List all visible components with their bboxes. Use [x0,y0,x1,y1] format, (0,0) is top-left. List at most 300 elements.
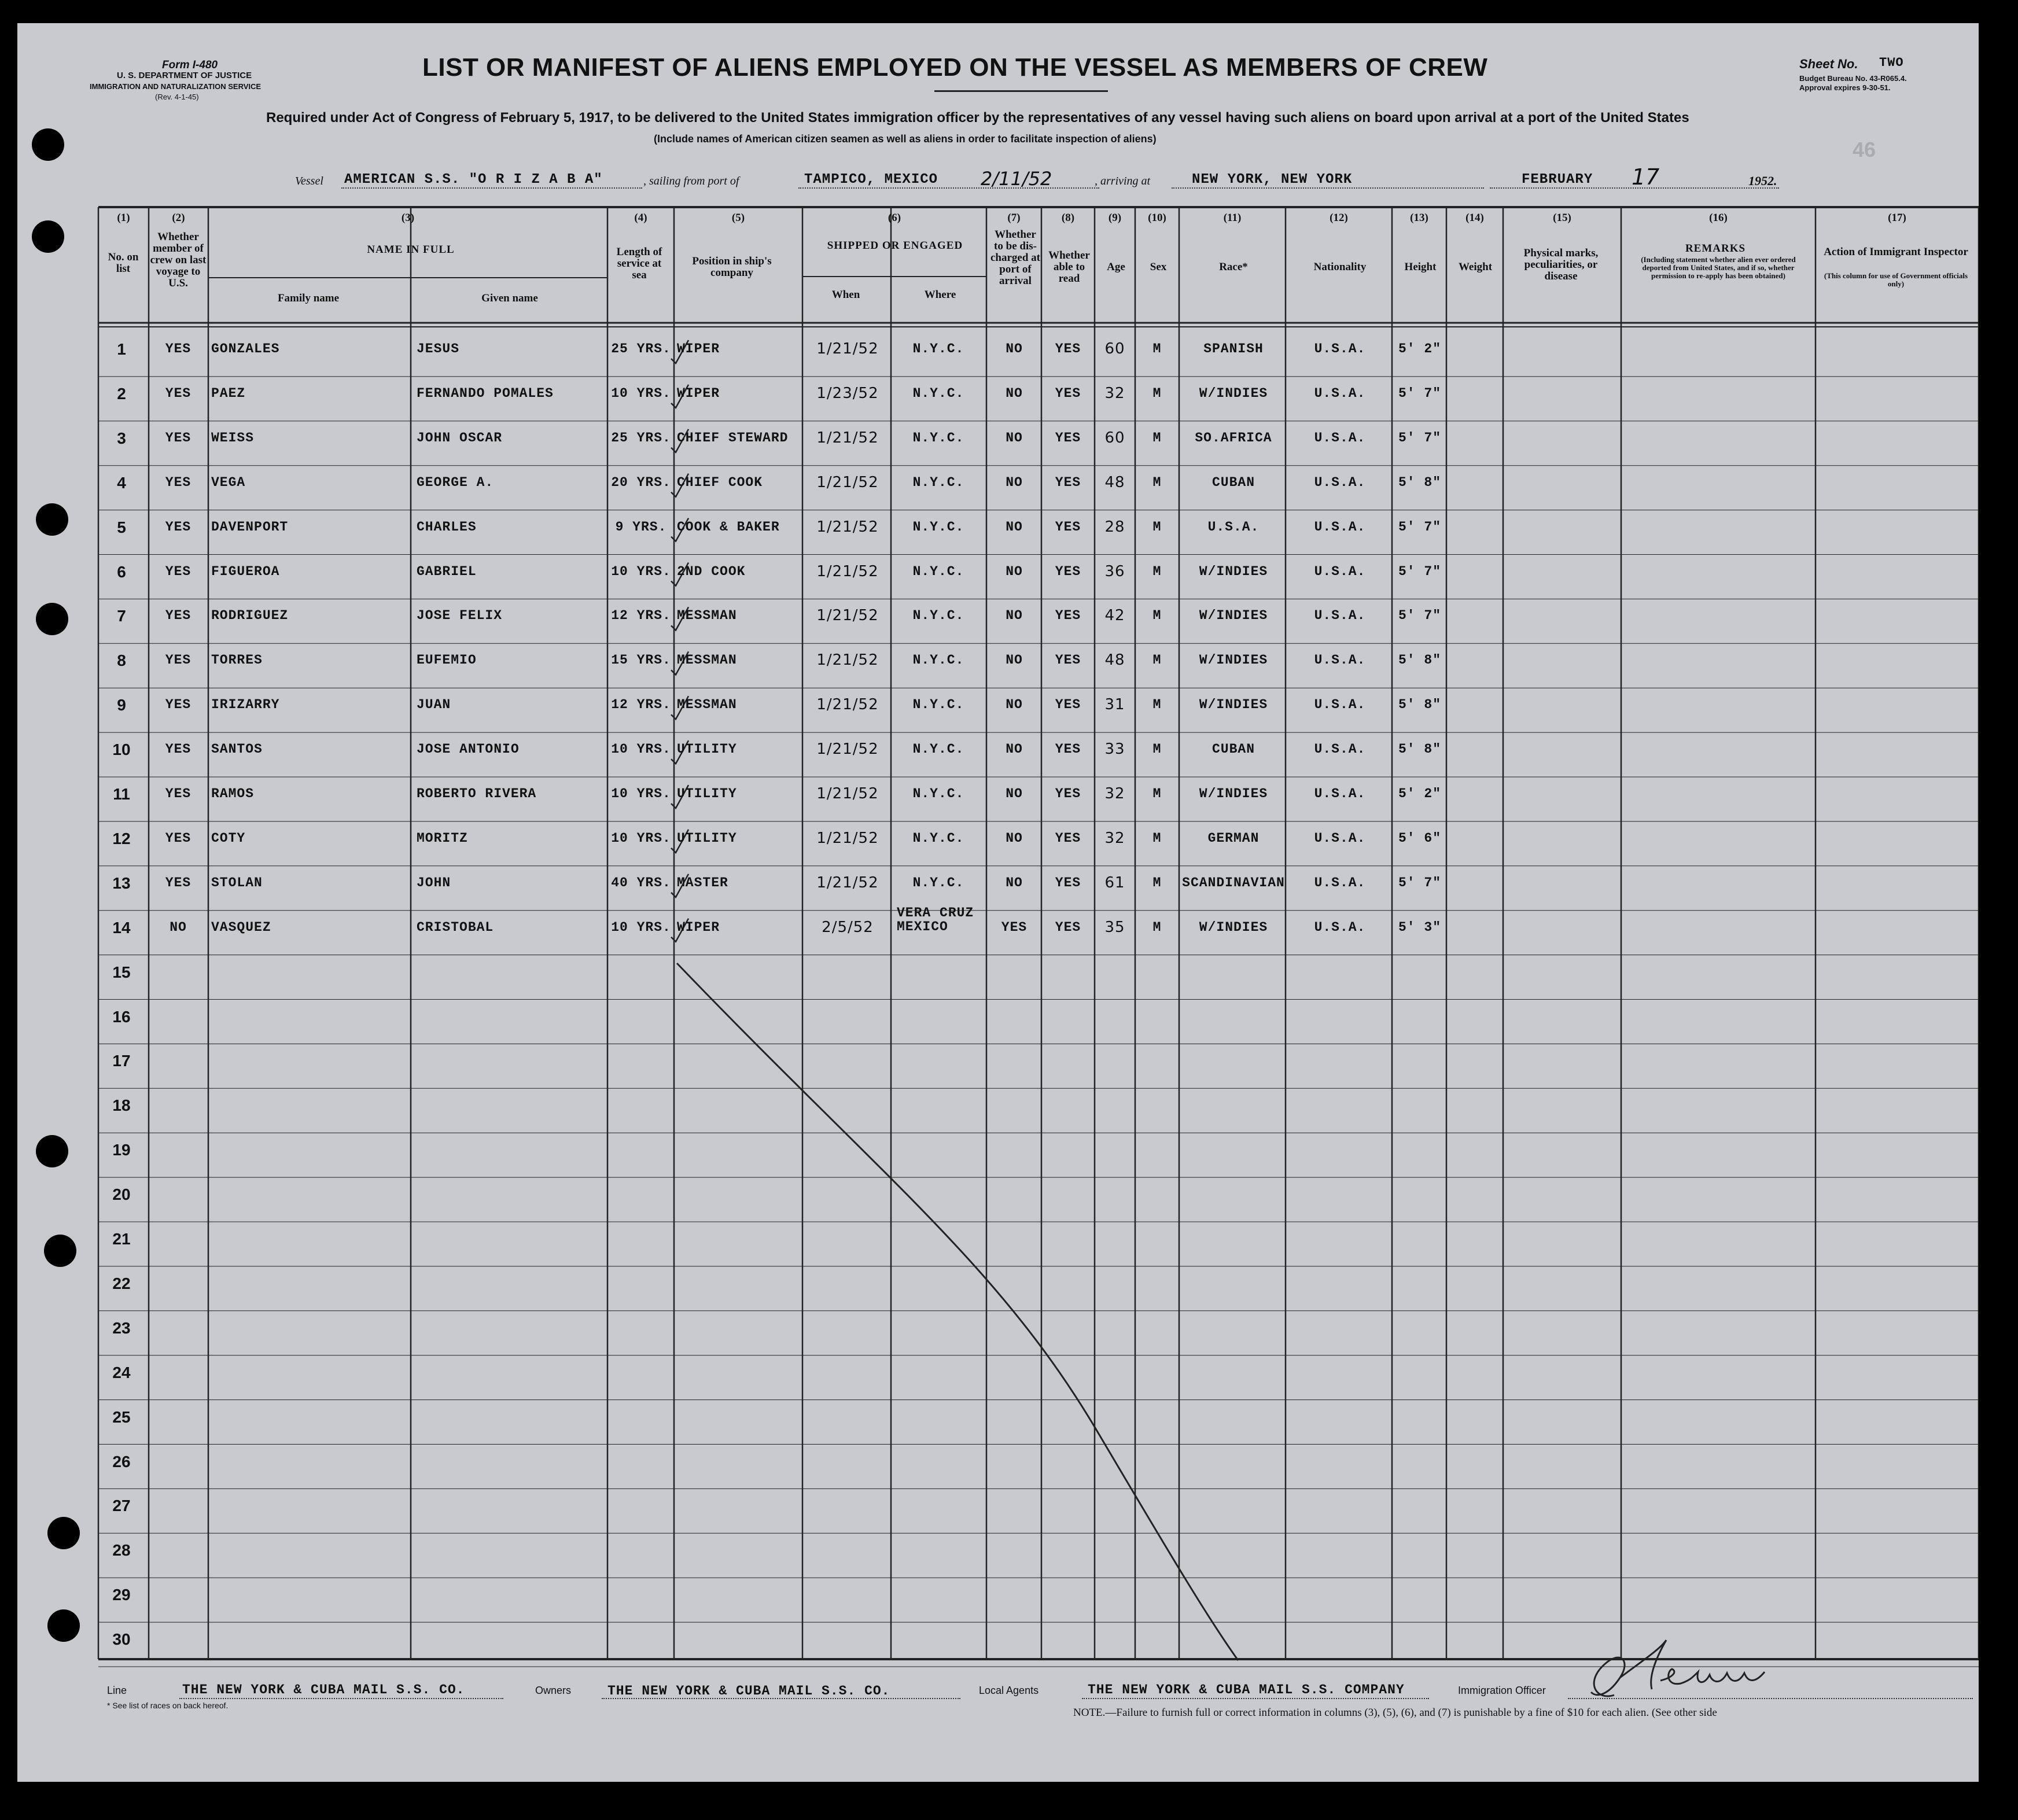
cell-last-voyage: YES [165,697,192,713]
row-number: 28 [112,1541,131,1560]
cell-sex: M [1152,653,1162,668]
cell-sex: M [1152,919,1162,935]
cell-family-name: PAEZ [211,385,246,401]
column-number: (15) [1553,212,1571,224]
cell-shipped-when: 1/23/52 [816,384,879,402]
cell-able-read: YES [1055,742,1081,757]
cell-given-name: EUFEMIO [417,653,477,668]
cell-able-read: YES [1055,430,1081,445]
cell-length-service: 12 YRS. [611,697,671,713]
cell-last-voyage: YES [165,830,192,846]
column-number: (12) [1330,212,1348,224]
cell-shipped-where: N.Y.C. [912,830,964,846]
cell-sex: M [1152,608,1162,624]
cell-age: 60 [1104,429,1125,447]
service: IMMIGRATION AND NATURALIZATION SERVICE [90,82,262,91]
row-number: 12 [112,829,131,848]
cell-last-voyage: YES [165,608,192,624]
cell-age: 31 [1104,696,1125,714]
cell-shipped-where: N.Y.C. [912,875,964,890]
cell-height: 5' 8" [1398,742,1441,757]
cell-able-read: YES [1055,919,1081,935]
cell-position: WIPER [677,341,720,356]
row-number: 9 [117,696,126,714]
cell-length-service: 12 YRS. [611,608,671,624]
cell-race: GERMAN [1207,830,1260,846]
row-number: 16 [112,1007,131,1026]
cell-able-read: YES [1055,519,1081,535]
cell-discharged: NO [1006,385,1023,401]
cell-family-name: RAMOS [211,786,255,801]
row-number: 24 [112,1363,131,1381]
cell-given-name: JOHN [417,875,451,890]
cell-age: 35 [1104,918,1125,936]
cell-height: 5' 2" [1398,786,1441,801]
cell-given-name: MORITZ [417,830,468,846]
row-number: 11 [113,785,130,803]
cell-sex: M [1152,742,1162,757]
cell-age: 33 [1104,740,1125,758]
cell-shipped-where: N.Y.C. [912,563,964,579]
cell-sex: M [1152,786,1162,801]
cell-shipped-where: N.Y.C. [912,341,964,356]
agents-label: Local Agents [979,1685,1039,1696]
cell-family-name: TORRES [211,653,263,668]
header-height: Height [1404,261,1437,273]
punch-hole [36,1135,68,1167]
cell-given-name: JOSE FELIX [417,608,503,624]
row-number: 23 [112,1318,131,1337]
cell-shipped-when: 1/21/52 [816,473,879,491]
punch-hole [32,128,64,161]
cell-position: MASTER [677,875,728,890]
cell-position: MESSMAN [677,653,737,668]
arrival-day: 17 [1632,164,1660,190]
cell-length-service: 10 YRS. [611,919,671,935]
cell-able-read: YES [1055,608,1081,624]
cell-position: MESSMAN [677,608,737,624]
cell-race: W/INDIES [1199,563,1268,579]
cell-last-voyage: YES [165,430,192,445]
cell-shipped-when: 1/21/52 [816,562,879,580]
column-number: (4) [634,212,647,224]
cell-nationality: U.S.A. [1314,742,1366,757]
row-number: 10 [112,740,131,759]
column-number: (1) [117,212,130,224]
cell-length-service: 15 YRS. [611,653,671,668]
cell-height: 5' 7" [1398,563,1441,579]
cell-height: 5' 7" [1398,430,1441,445]
corner-mark: 46 [1853,138,1876,161]
column-number: (3) [401,212,415,224]
cell-race: SO.AFRICA [1195,430,1272,445]
column-number: (14) [1465,212,1484,224]
cell-last-voyage: YES [165,653,192,668]
cell-family-name: COTY [211,830,246,846]
header-no-on-list: No. on list [108,251,139,275]
cell-race: SPANISH [1203,341,1264,356]
cell-shipped-when: 2/5/52 [822,918,874,936]
cell-last-voyage: YES [165,474,192,490]
cell-race: U.S.A. [1207,519,1260,535]
agents-value: THE NEW YORK & CUBA MAIL S.S. COMPANY [1088,1682,1405,1697]
cell-length-service: 10 YRS. [611,830,671,846]
cell-age: 36 [1104,562,1125,580]
officer-signature [1579,1637,1770,1712]
row-number: 1 [117,340,126,358]
row-number: 25 [112,1408,131,1426]
include-note: (Include names of American citizen seamen as well as aliens in order to facilitate inspection of aliens) [654,133,1157,145]
header-age: Age [1107,261,1125,273]
cell-last-voyage: YES [165,341,192,356]
column-number: (10) [1148,212,1166,224]
cell-discharged: NO [1006,430,1023,445]
header-discharged: Whether to be dis-charged at port of arrival [990,229,1040,287]
cell-able-read: YES [1055,830,1081,846]
cell-family-name: RODRIGUEZ [211,608,289,624]
cell-age: 61 [1104,874,1125,891]
punch-hole [32,220,64,253]
cell-shipped-when: 1/21/52 [816,696,879,714]
line-underline [179,1698,503,1699]
cell-race: CUBAN [1211,474,1255,490]
header-sex: Sex [1150,261,1167,273]
cell-length-service: 40 YRS. [611,875,671,890]
cell-discharged: NO [1006,653,1023,668]
department: U. S. DEPARTMENT OF JUSTICE [117,71,252,80]
cell-nationality: U.S.A. [1314,919,1366,935]
header-action-note: (This column for use of Government officials only) [1824,271,1968,288]
cell-last-voyage: YES [165,563,192,579]
cell-shipped-where: N.Y.C. [912,430,964,445]
header-position: Position in ship's company [692,255,772,279]
owners-label: Owners [535,1685,572,1696]
agents-underline [1082,1698,1429,1699]
sailing-date: 2/11/52 [981,168,1052,190]
row-number: 26 [112,1452,131,1471]
cell-height: 5' 2" [1398,341,1441,356]
cell-able-read: YES [1055,341,1081,356]
cell-age: 32 [1104,384,1125,402]
column-number: (5) [731,212,745,224]
cell-sex: M [1152,830,1162,846]
header-remarks-note: (Including statement whether alien ever ordered deported from United States, and if so, whether permission to re-apply has been obtained) [1641,255,1796,280]
cell-sex: M [1152,563,1162,579]
cell-position: UTILITY [677,786,737,801]
cell-shipped-where: N.Y.C. [912,519,964,535]
punch-hole [47,1517,80,1549]
cell-shipped-when: 1/21/52 [816,651,879,669]
cell-age: 32 [1104,829,1125,847]
cell-given-name: FERNANDO POMALES [417,385,554,401]
cell-last-voyage: YES [165,875,192,890]
cell-nationality: U.S.A. [1314,653,1366,668]
arrival-month: FEBRUARY [1522,172,1593,187]
cell-nationality: U.S.A. [1314,830,1366,846]
cell-position: WIPER [677,919,720,935]
cell-shipped-where: N.Y.C. [912,697,964,713]
line-value: THE NEW YORK & CUBA MAIL S.S. CO. [182,1682,465,1697]
cell-nationality: U.S.A. [1314,875,1366,890]
row-number: 18 [112,1096,131,1115]
sailing-label: , sailing from port of [643,175,739,187]
cell-age: 28 [1104,518,1125,536]
cell-sex: M [1152,341,1162,356]
punch-hole [47,1609,80,1642]
arrival-year: 1952. [1748,174,1777,188]
header-race: Race* [1219,261,1248,273]
cell-height: 5' 6" [1398,830,1441,846]
cell-age: 48 [1104,473,1125,491]
cell-sex: M [1152,430,1162,445]
cell-shipped-where: N.Y.C. [912,786,964,801]
cell-discharged: NO [1006,786,1023,801]
header-physical: Physical marks, peculiarities, or disease [1523,247,1599,282]
cell-last-voyage: YES [165,786,192,801]
cell-shipped-when: 1/21/52 [816,429,879,447]
penalty-note: NOTE.—Failure to furnish full or correct information in columns (3), (5), (6), and (7) is punishable by a fine of $10 for each alien. (See other side [1073,1707,1717,1719]
revision: (Rev. 4-1-45) [155,93,199,101]
cell-given-name: CHARLES [417,519,477,535]
cell-nationality: U.S.A. [1314,519,1366,535]
cell-given-name: JOHN OSCAR [417,430,503,445]
cell-family-name: FIGUEROA [211,563,280,579]
cell-given-name: ROBERTO RIVERA [417,786,537,801]
cell-race: SCANDINAVIAN [1182,875,1285,890]
budget-number: Budget Bureau No. 43-R065.4. [1799,74,1907,83]
sailing-port: TAMPICO, MEXICO [804,172,938,187]
cell-sex: M [1152,474,1162,490]
cell-race: W/INDIES [1199,697,1268,713]
cell-given-name: GABRIEL [417,563,477,579]
row-number: 3 [117,429,126,447]
cell-height: 5' 3" [1398,919,1441,935]
cell-discharged: NO [1006,608,1023,624]
row-number: 29 [112,1586,131,1604]
cell-family-name: IRIZARRY [211,697,280,713]
cell-given-name: JOSE ANTONIO [417,742,520,757]
cell-sex: M [1152,875,1162,890]
cell-race: W/INDIES [1199,919,1268,935]
sheet-label: Sheet No. [1799,57,1858,71]
cell-height: 5' 7" [1398,385,1441,401]
row-number: 17 [112,1052,131,1070]
cell-shipped-when: 1/21/52 [816,785,879,802]
cell-shipped-when: 1/21/52 [816,340,879,358]
cell-able-read: YES [1055,786,1081,801]
cell-nationality: U.S.A. [1314,385,1366,401]
cell-last-voyage: YES [165,385,192,401]
form-subtitle: Required under Act of Congress of February 5, 1917, to be delivered to the United States immigration officer by the representatives of any vessel having such aliens on board upon arrival at a port of the United States [266,110,1689,126]
row-number: 6 [117,562,126,581]
header-nationality: Nationality [1313,261,1367,273]
cell-family-name: DAVENPORT [211,519,289,535]
cell-shipped-when: 1/21/52 [816,874,879,891]
cell-length-service: 20 YRS. [611,474,671,490]
cell-shipped-when: 1/21/52 [816,740,879,758]
cell-last-voyage: NO [170,919,187,935]
row-number: 2 [117,384,126,403]
header-length-service: Length of service at sea [616,246,662,281]
header-whether-member: Whether member of crew on last voyage to U.S. [150,231,207,289]
cell-discharged: NO [1006,697,1023,713]
cell-length-service: 25 YRS. [611,430,671,445]
row-number: 21 [112,1230,131,1248]
cell-sex: M [1152,385,1162,401]
cell-given-name: GEORGE A. [417,474,494,490]
vessel-name: AMERICAN S.S. "O R I Z A B A" [344,172,603,187]
cell-discharged: NO [1006,474,1023,490]
row-number: 13 [112,874,131,892]
cell-length-service: 10 YRS. [611,563,671,579]
row-number: 20 [112,1185,131,1204]
cell-discharged: NO [1006,563,1023,579]
cell-race: W/INDIES [1199,653,1268,668]
sheet-number: TWO [1879,56,1904,70]
cell-length-service: 10 YRS. [611,786,671,801]
cell-last-voyage: YES [165,519,192,535]
cell-able-read: YES [1055,697,1081,713]
cell-position: CHIEF COOK [677,474,763,490]
row-number: 7 [117,607,126,625]
vessel-label: Vessel [295,175,323,187]
cell-age: 60 [1104,340,1125,358]
cell-length-service: 9 YRS. [615,519,667,535]
cell-shipped-where: N.Y.C. [912,385,964,401]
cell-shipped-when: 1/21/52 [816,518,879,536]
punch-hole [36,603,68,635]
owners-value: THE NEW YORK & CUBA MAIL S.S. CO. [607,1683,890,1699]
row-number: 5 [117,518,126,536]
cell-nationality: U.S.A. [1314,697,1366,713]
cell-able-read: YES [1055,385,1081,401]
cell-shipped-where: N.Y.C. [912,608,964,624]
cell-position: CHIEF STEWARD [677,430,789,445]
cell-length-service: 10 YRS. [611,385,671,401]
cell-family-name: WEISS [211,430,255,445]
row-number: 27 [112,1497,131,1515]
cell-length-service: 25 YRS. [611,341,671,356]
cell-height: 5' 8" [1398,697,1441,713]
cell-position: WIPER [677,385,720,401]
cell-race: W/INDIES [1199,608,1268,624]
row-number: 4 [117,473,126,492]
arriving-port: NEW YORK, NEW YORK [1192,172,1353,187]
cell-position: MESSMAN [677,697,737,713]
races-note: * See list of races on back hereof. [107,1701,229,1710]
header-family-name: Family name [277,292,340,304]
header-where: Where [924,289,956,301]
cell-position: UTILITY [677,742,737,757]
column-number: (16) [1709,212,1728,224]
cell-shipped-where: N.Y.C. [912,653,964,668]
cell-height: 5' 7" [1398,519,1441,535]
cell-shipped-where: N.Y.C. [912,474,964,490]
column-number: (7) [1007,212,1021,224]
header-read: Whether able to read [1048,249,1090,285]
cell-discharged: NO [1006,519,1023,535]
column-number: (2) [172,212,185,224]
column-number: (9) [1108,212,1122,224]
cell-nationality: U.S.A. [1314,608,1366,624]
cell-sex: M [1152,519,1162,535]
column-number: (13) [1410,212,1428,224]
column-number: (6) [888,212,901,224]
column-number: (11) [1223,212,1242,224]
cell-length-service: 10 YRS. [611,742,671,757]
cell-given-name: CRISTOBAL [417,919,494,935]
row-number: 15 [112,963,131,981]
cell-family-name: SANTOS [211,742,263,757]
cell-shipped-when: 1/21/52 [816,829,879,847]
cell-age: 42 [1104,607,1125,625]
header-weight: Weight [1458,261,1493,273]
cell-height: 5' 7" [1398,875,1441,890]
column-number: (8) [1061,212,1075,224]
cell-height: 5' 8" [1398,474,1441,490]
cell-height: 5' 7" [1398,608,1441,624]
cell-family-name: GONZALES [211,341,280,356]
punch-hole [36,503,68,536]
cell-position: COOK & BAKER [677,519,780,535]
header-shipped: SHIPPED OR ENGAGED [827,240,963,252]
header-given-name: Given name [481,292,538,304]
cell-sex: M [1152,697,1162,713]
line-label: Line [107,1685,127,1696]
punch-hole [44,1235,76,1267]
cell-race: CUBAN [1211,742,1255,757]
cell-shipped-where: VERA CRUZ MEXICO [897,905,974,934]
header-when: When [831,289,860,301]
cell-able-read: YES [1055,875,1081,890]
cell-position: 2ND COOK [677,563,746,579]
column-number: (17) [1888,212,1906,224]
cell-given-name: JUAN [417,697,451,713]
row-number: 8 [117,651,126,670]
cell-able-read: YES [1055,653,1081,668]
cell-nationality: U.S.A. [1314,786,1366,801]
cell-height: 5' 8" [1398,653,1441,668]
cell-discharged: YES [1001,919,1028,935]
cell-position: UTILITY [677,830,737,846]
row-number: 19 [112,1141,131,1159]
cell-discharged: NO [1006,830,1023,846]
header-name-in-full: NAME IN FULL [367,244,455,256]
cell-age: 32 [1104,785,1125,802]
cell-discharged: NO [1006,875,1023,890]
cell-discharged: NO [1006,341,1023,356]
header-remarks: REMARKS [1685,242,1746,255]
cell-family-name: STOLAN [211,875,263,890]
cell-shipped-when: 1/21/52 [816,607,879,625]
cell-family-name: VEGA [211,474,246,490]
cell-nationality: U.S.A. [1314,341,1366,356]
form-title: LIST OR MANIFEST OF ALIENS EMPLOYED ON THE VESSEL AS MEMBERS OF CREW [422,53,1488,82]
officer-label: Immigration Officer [1458,1685,1546,1696]
form-number: Form I-480 [162,59,218,71]
manifest-sheet [17,23,1979,1782]
row-number: 14 [112,918,131,937]
cell-nationality: U.S.A. [1314,430,1366,445]
approval-expiry: Approval expires 9-30-51. [1799,83,1891,92]
cell-nationality: U.S.A. [1314,563,1366,579]
header-action: Action of Immigrant Inspector [1824,246,1968,258]
cell-nationality: U.S.A. [1314,474,1366,490]
cancellation-stroke [17,23,1979,1782]
cell-shipped-where: N.Y.C. [912,742,964,757]
cell-able-read: YES [1055,563,1081,579]
row-number: 30 [112,1630,131,1649]
